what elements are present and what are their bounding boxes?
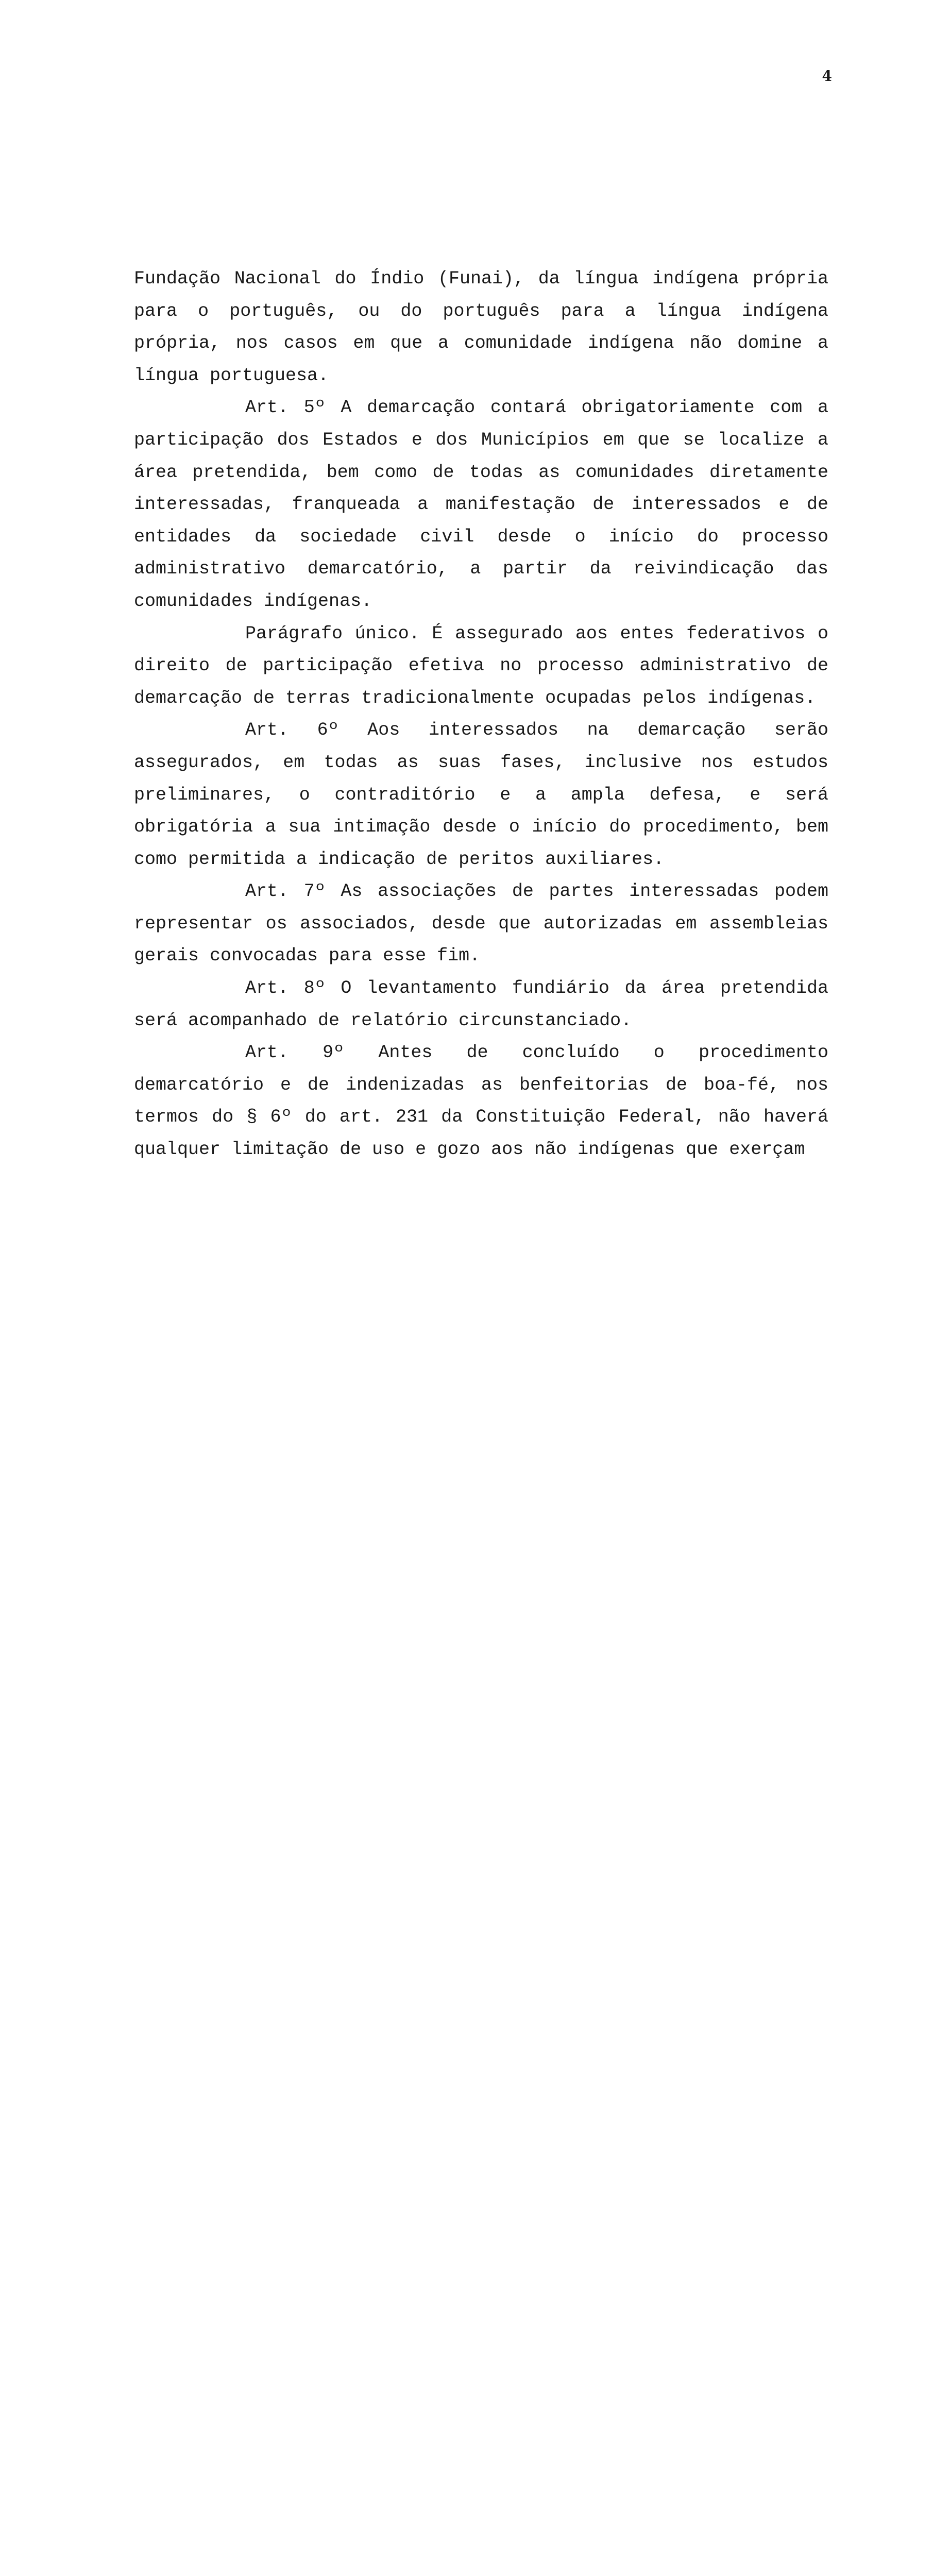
document-body (134, 263, 828, 1166)
paragraph-art-5: Art. 5º A demarcação contará obrigatoriamente com a participação dos Estados e dos Municípios em que se localize a área pretendida, bem como de todas as comunidades diretamente interessadas, franqueada a manifestação de interessados e de entidades da sociedade civil desde o início do processo administrativo demarcatório, a partir da reivindicação das comunidades indígenas. (134, 397, 828, 612)
paragraph-continuation: Fundação Nacional do Índio (Funai), da língua indígena própria para o português, ou do português para a língua indígena própria, nos casos em que a comunidade indígena não domine a língua portuguesa. (134, 268, 828, 386)
paragraph-art-8: Art. 8º O levantamento fundiário da área pretendida será acompanhado de relatório circunstanciado. (134, 978, 828, 1031)
paragraph-art-5-sole-paragraph: Parágrafo único. É assegurado aos entes federativos o direito de participação efetiva no processo administrativo de demarcação de terras tradicionalmente ocupadas pelos indígenas. (134, 623, 828, 708)
paragraph-art-6: Art. 6º Aos interessados na demarcação serão assegurados, em todas as suas fases, inclusive nos estudos preliminares, o contraditório e a ampla defesa, e será obrigatória a sua intimação desde o início do procedimento, bem como permitida a indicação de peritos auxiliares. (134, 720, 828, 870)
paragraph-art-7: Art. 7º As associações de partes interessadas podem representar os associados, desde que autorizadas em assembleias gerais convocadas para esse fim. (134, 881, 828, 967)
paragraph-art-9: Art. 9º Antes de concluído o procedimento demarcatório e de indenizadas as benfeitorias de boa-fé, nos termos do § 6º do art. 231 da Constituição Federal, não haverá qualquer limitação de uso e gozo aos não indígenas que exerçam (134, 1042, 828, 1160)
page-number: 4 (822, 67, 832, 84)
